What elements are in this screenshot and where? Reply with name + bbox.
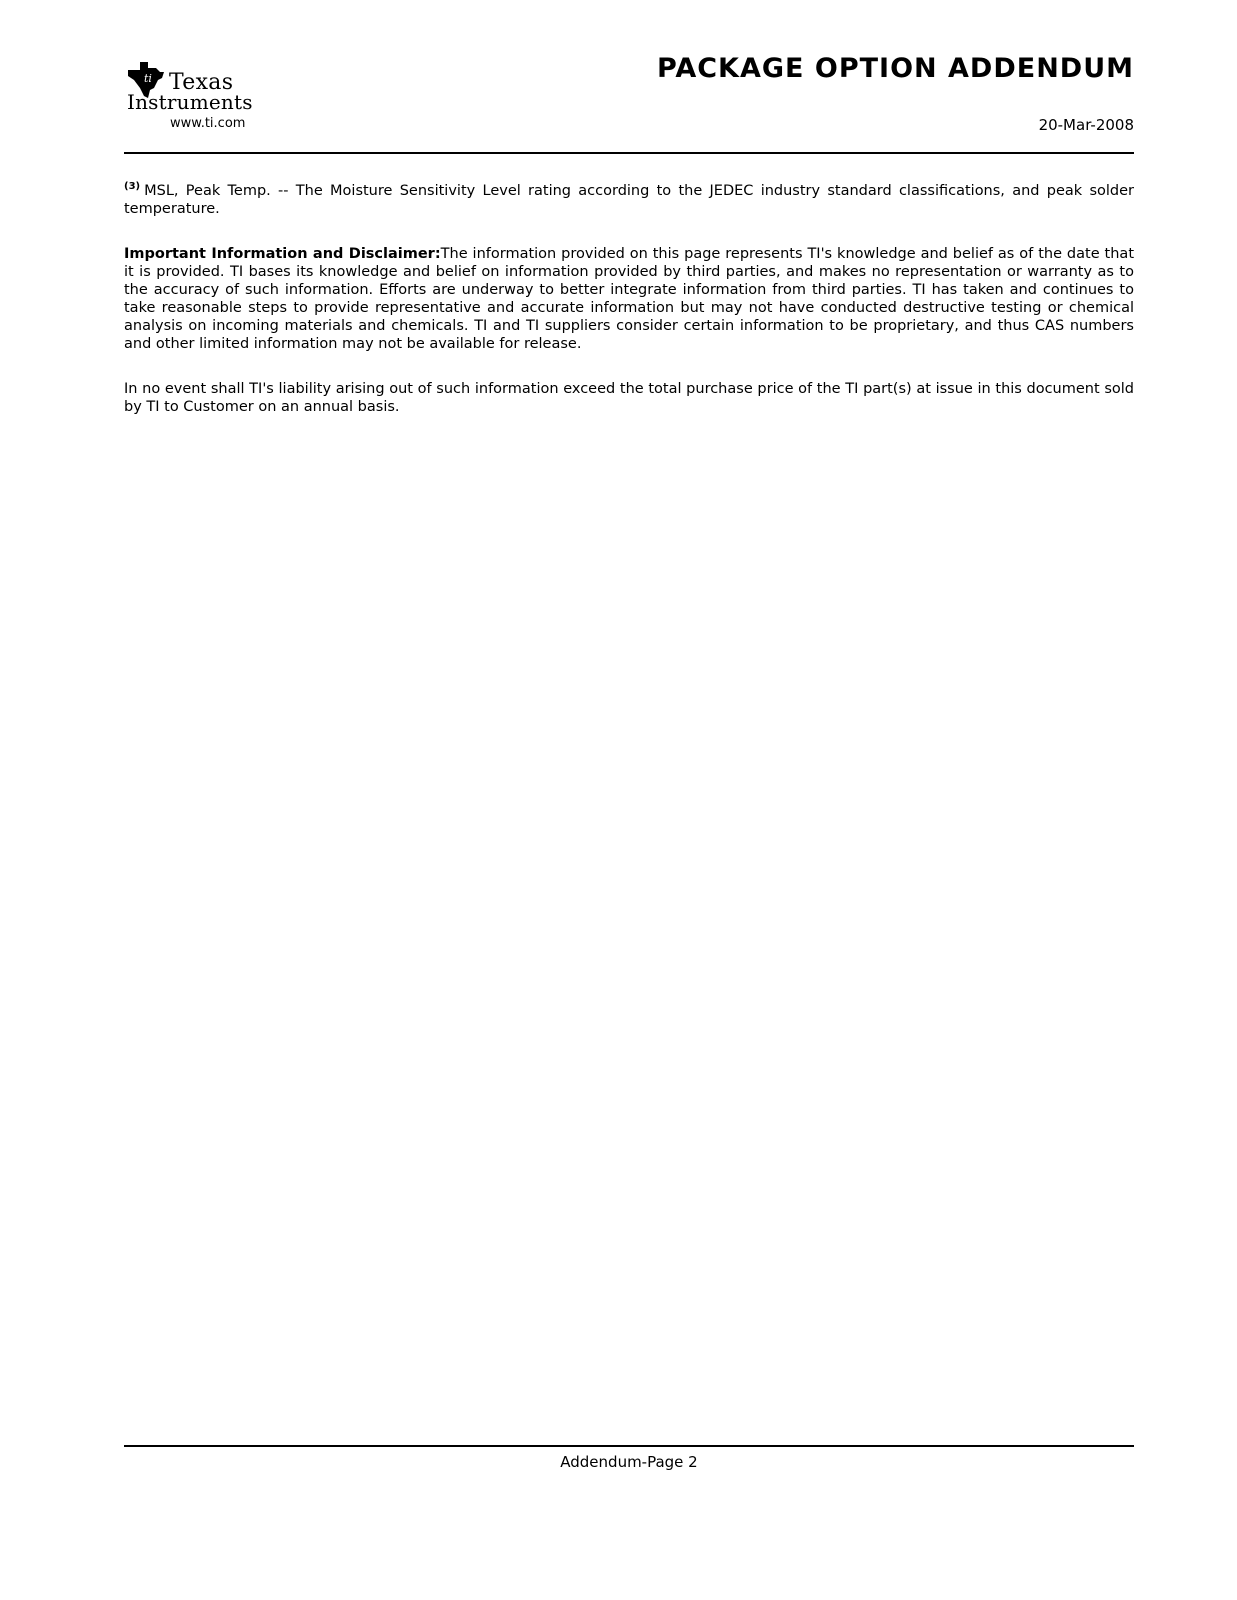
footnote-marker: (3) [124, 181, 141, 192]
disclaimer-text: The information provided on this page represents TI's knowledge and belief as of the date that it is provided. TI bases its knowledge and belief on information provided by third parties, and makes no representation or warranty as to the accuracy of such information. Efforts are underway to better integrate information from third parties. TI has taken and continues to take reasonable steps to provide representative and accurate information but may not have conducted destructive testing or chemical analysis on incoming materials and chemicals. TI and TI suppliers consider certain information to be proprietary, and thus CAS numbers and other limited information may not be available for release. [124, 246, 1135, 352]
document-body [124, 178, 1134, 416]
footnote-text: MSL, Peak Temp. -- The Moisture Sensitivity Level rating according to the JEDEC industry standard classifications, and peak solder temperature. [124, 183, 1134, 217]
disclaimer-label: Important Information and Disclaimer: [124, 246, 441, 262]
logo-text-line2: Instruments [127, 90, 253, 114]
liability-text: In no event shall TI's liability arising out of such information exceed the total purchase price of the TI part(s) at issue in this document sold by TI to Customer on an annual basis. [124, 381, 1134, 415]
page-title: PACKAGE OPTION ADDENDUM [657, 53, 1134, 84]
document-date: 20-Mar-2008 [1038, 116, 1134, 134]
footnote-paragraph [124, 178, 1134, 218]
page-number: Addendum-Page 2 [560, 1453, 698, 1471]
header-divider [124, 152, 1134, 154]
ti-logo [126, 60, 296, 135]
footer-divider [124, 1445, 1134, 1447]
website-url: www.ti.com [170, 116, 246, 131]
disclaimer-paragraph [124, 245, 1134, 353]
liability-paragraph [124, 380, 1134, 416]
logo-text-line1: Texas [169, 70, 234, 95]
svg-text:ti: ti [144, 72, 152, 85]
